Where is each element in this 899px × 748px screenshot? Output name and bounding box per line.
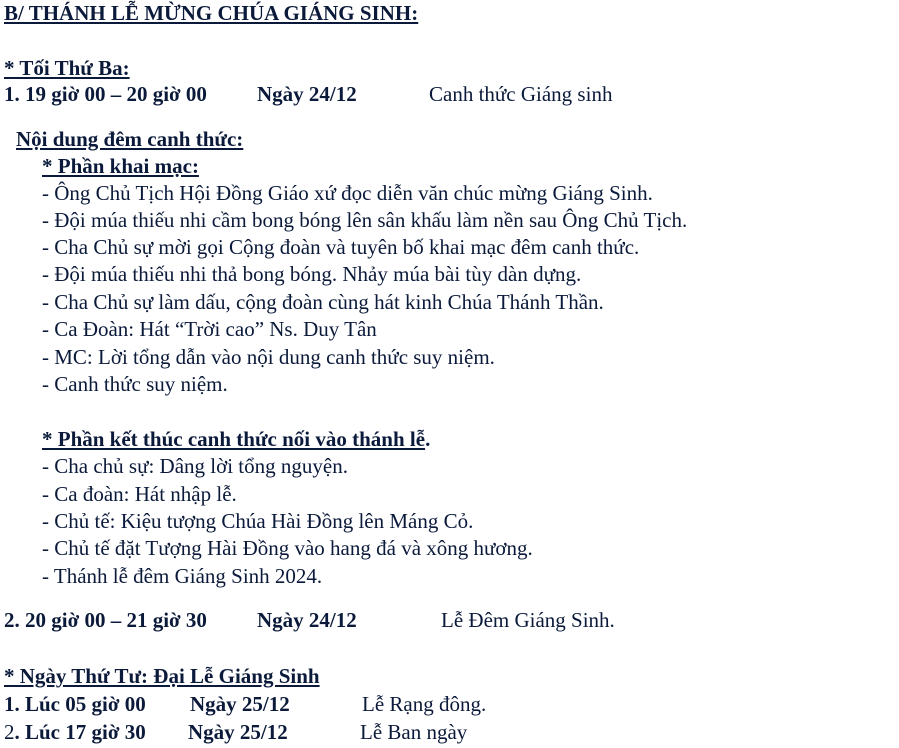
schedule-row — [4, 692, 704, 716]
row-number: 2 — [4, 720, 15, 744]
row-number: 1. — [4, 82, 20, 106]
opening-item: - Đội múa thiếu nhi thả bong bóng. Nhảy múa bài tùy dàn dựng. — [42, 262, 582, 286]
row-time: 19 giờ 00 – 20 giờ 00 — [25, 82, 207, 106]
closing-item: - Thánh lễ đêm Giáng Sinh 2024. — [42, 564, 323, 588]
row-date: Ngày 24/12 — [257, 608, 357, 632]
opening-item: - Cha Chủ sự làm dấu, cộng đoàn cùng hát kinh Chúa Thánh Thần. — [42, 290, 604, 314]
schedule-row — [4, 720, 704, 744]
opening-item: - Cha Chủ sự mời gọi Cộng đoàn và tuyên bố khai mạc đêm canh thức. — [42, 235, 640, 259]
opening-item: - Đội múa thiếu nhi cầm bong bóng lên sân khấu làm nền sau Ông Chủ Tịch. — [42, 208, 688, 232]
vigil-heading: Nội dung đêm canh thức: — [16, 127, 244, 151]
row-time: Lúc 05 giờ 00 — [25, 692, 146, 716]
opening-item: - Ca Đoàn: Hát “Trời cao” Ns. Duy Tân — [42, 317, 377, 341]
row-event: Canh thức Giáng sinh — [429, 82, 613, 106]
row-number: 2. — [4, 608, 20, 632]
row-event: Lễ Rạng đông. — [362, 692, 487, 716]
closing-item: - Chủ tế đặt Tượng Hài Đồng vào hang đá và xông hương. — [42, 536, 533, 560]
closing-heading — [42, 427, 430, 451]
closing-item: - Chủ tế: Kiệu tượng Chúa Hài Đồng lên Máng Cỏ. — [42, 509, 474, 533]
row-event: Lễ Ban ngày — [360, 720, 468, 744]
closing-heading-text: * Phần kết thúc canh thức nối vào thánh lễ — [42, 427, 426, 451]
closing-item: - Cha chủ sự: Dâng lời tổng nguyện. — [42, 454, 348, 478]
wednesday-heading: * Ngày Thứ Tư: Đại Lễ Giáng Sinh — [4, 664, 320, 688]
opening-heading: * Phần khai mạc: — [42, 154, 199, 178]
row-event: Lễ Đêm Giáng Sinh. — [441, 608, 615, 632]
row-date: Ngày 25/12 — [188, 720, 288, 744]
opening-item: - MC: Lời tổng dẫn vào nội dung canh thức suy niệm. — [42, 345, 495, 369]
row-number: 1. — [4, 692, 20, 716]
opening-item: - Ông Chủ Tịch Hội Đồng Giáo xứ đọc diễn văn chúc mừng Giáng Sinh. — [42, 181, 653, 205]
closing-heading-period: . — [425, 427, 431, 451]
schedule-row — [4, 608, 704, 632]
closing-item: - Ca đoàn: Hát nhập lễ. — [42, 482, 237, 506]
row-time: . Lúc 17 giờ 30 — [14, 720, 146, 744]
tuesday-heading: * Tối Thứ Ba: — [4, 56, 130, 80]
section-title: B/ THÁNH LỄ MỪNG CHÚA GIÁNG SINH: — [4, 1, 419, 25]
row-time: 20 giờ 00 – 21 giờ 30 — [25, 608, 207, 632]
row-date: Ngày 25/12 — [190, 692, 290, 716]
schedule-row — [4, 82, 704, 106]
opening-item: - Canh thức suy niệm. — [42, 372, 228, 396]
row-date: Ngày 24/12 — [257, 82, 357, 106]
